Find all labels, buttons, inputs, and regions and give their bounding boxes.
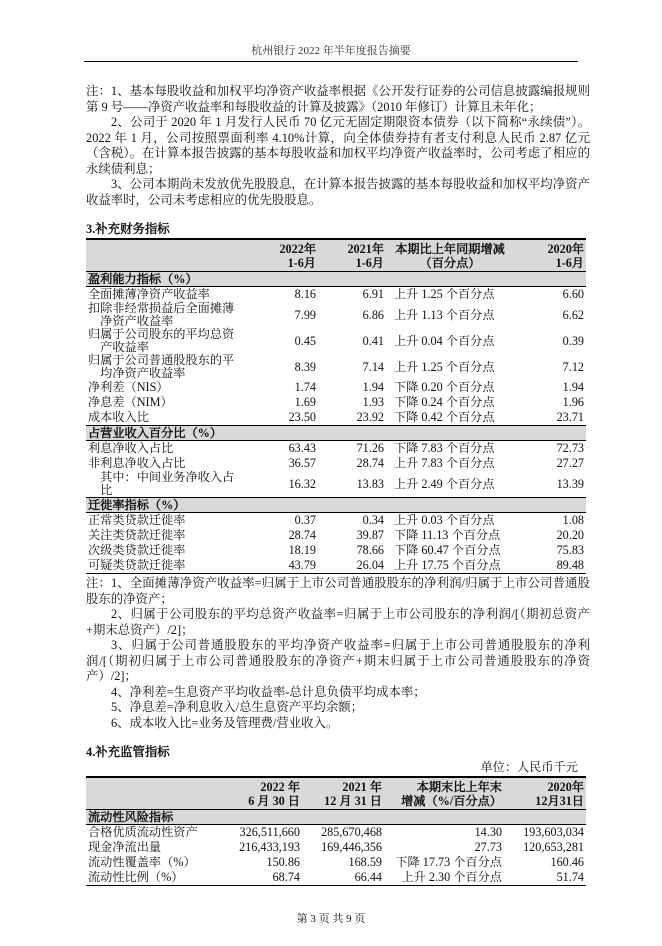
- column-header: [86, 777, 222, 810]
- cell-value: 6.91: [362, 287, 384, 301]
- cell-value: 150.86: [266, 855, 300, 869]
- cell-value: 1.96: [562, 395, 584, 409]
- formula-note-2: 2、归属于公司股东的平均总资产收益率=归属于上市公司股东的净利润/[（期初总资产+期末总资产）/2]；: [86, 607, 590, 637]
- table-row: [86, 513, 586, 529]
- cell-value: 下降 60.47 个百分点: [394, 543, 501, 557]
- header-row: [86, 239, 586, 272]
- cell-value: 上升 2.30 个百分点: [384, 870, 504, 886]
- row-label: 合格优质流动性资产: [88, 825, 198, 839]
- formula-note-1: 注：1、全面摊薄净资产收益率=归属于上市公司普通股股东的净利润/归属于上市公司普通股股东的净资产；: [86, 576, 590, 606]
- cell-value: 23.50: [288, 410, 316, 424]
- cell-value: 20.20: [556, 528, 584, 542]
- row-label: 现金净流出量: [88, 840, 162, 854]
- table-body: [86, 272, 586, 574]
- cell-value: 上升 1.25 个百分点: [394, 359, 495, 374]
- cell-value: 上升 1.13 个百分点: [394, 307, 495, 322]
- page-number: 第 3 页 共 9 页: [296, 913, 366, 925]
- cell-value: 上升 0.03 个百分点: [394, 513, 495, 527]
- table-row: [86, 354, 586, 380]
- header-divider: [84, 61, 578, 62]
- table-row: [86, 528, 586, 543]
- cell-value: 89.48: [514, 558, 586, 574]
- cell-value: 下降 0.20 个百分点: [394, 380, 495, 394]
- cell-value: 168.59: [348, 855, 382, 869]
- cell-value: 160.46: [550, 855, 584, 869]
- formula-note-5: 5、净息差=净利息收入/总生息资产平均余额；: [111, 700, 364, 714]
- cell-value: 1.08: [562, 513, 584, 527]
- row-label: 利息净收入占比: [88, 441, 174, 455]
- cell-value: 216,433,193: [239, 840, 300, 854]
- table-row: [86, 840, 586, 855]
- cell-value: 72.73: [556, 441, 584, 455]
- formula-note-4: 4、净利差=生息资产平均收益率-总计息负债平均成本率；: [111, 684, 426, 699]
- cell-value: 51.74: [504, 870, 586, 886]
- cell-value: 66.44: [302, 870, 384, 886]
- cell-value: 6.60: [562, 287, 584, 301]
- note-2: 2、公司于 2020 年 1 月发行人民币 70 亿元无固定期限资本债券（以下简称“永续债”）。2022 年 1 月，公司按照票面利率 4.10%计算，向全体债券持有者支付利息人民币 2.87 亿元（含税）。在计算本报告披露的基本每股收益和加权平均净资产收益率时，公司考虑了相应的永续债利息；: [86, 115, 590, 176]
- table-header: [86, 777, 586, 810]
- cell-value: 13.39: [556, 476, 584, 491]
- note-3: 3、公司本期尚未发放优先股股息，在计算本报告披露的基本每股收益和加权平均净资产收益率时，公司未考虑相应的优先股股息。: [86, 177, 590, 207]
- cell-value: 下降 7.83 个百分点: [394, 441, 495, 455]
- row-label: 可疑类贷款迁徙率: [86, 558, 246, 574]
- column-header: 2020年 12月31日: [504, 777, 586, 810]
- cell-value: 7.12: [562, 359, 584, 374]
- cell-value: 326,511,660: [239, 825, 300, 839]
- cell-value: 43.79: [246, 558, 318, 574]
- cell-value: 27.73: [474, 840, 502, 854]
- table-row: [86, 456, 586, 471]
- group-header-row: [86, 426, 586, 441]
- group-header-row: [86, 498, 586, 513]
- column-header: 2021年 1-6月: [318, 239, 386, 272]
- table-row: [86, 395, 586, 410]
- row-label: 流动性覆盖率（%）: [88, 855, 196, 869]
- column-header: 2020年 1-6月: [514, 239, 586, 272]
- column-header: 2021 年 12 月 31 日: [302, 777, 384, 810]
- table-row: [86, 380, 586, 395]
- cell-value: 78.66: [356, 543, 384, 557]
- row-label: 净息差（NIM）: [88, 395, 173, 409]
- cell-value: 71.26: [356, 441, 384, 455]
- table-row: [86, 558, 586, 574]
- table-row: [86, 870, 586, 886]
- cell-value: 13.83: [356, 476, 384, 491]
- note-1: 注：1、基本每股收益和加权平均净资产收益率根据《公开发行证券的公司信息披露编报规则第 9 号——净资产收益率和每股收益的计算及披露》（2010 年修订）计算且未年化；: [86, 84, 590, 114]
- notes-top: [86, 84, 590, 208]
- row-label: 其中：中间业务净收入占 比: [88, 470, 235, 497]
- row-label: 流动性比例（%）: [86, 870, 222, 886]
- table-row: [86, 287, 586, 303]
- cell-value: 上升 2.49 个百分点: [394, 476, 495, 491]
- formula-note-6: 6、成本收入比=业务及管理费/营业收入。: [111, 715, 339, 730]
- cell-value: 68.74: [222, 870, 302, 886]
- cell-value: 6.86: [362, 307, 384, 322]
- cell-value: 36.57: [288, 456, 316, 470]
- cell-value: 6.62: [562, 307, 584, 322]
- table-row: [86, 471, 586, 498]
- row-label: 次级类贷款迁徙率: [88, 543, 186, 557]
- cell-value: 23.71: [556, 410, 584, 424]
- cell-value: 39.87: [356, 528, 384, 542]
- row-label: 关注类贷款迁徙率: [88, 528, 186, 542]
- table-row: [86, 410, 586, 426]
- column-header: [86, 239, 246, 272]
- group-title: 占营业收入百分比（%）: [86, 426, 586, 441]
- cell-value: 0.39: [562, 333, 584, 348]
- cell-value: 18.19: [288, 543, 316, 557]
- supplementary-financial-indicators-table: [86, 238, 586, 574]
- group-title: 迁徙率指标（%）: [86, 498, 586, 513]
- cell-value: 26.04: [318, 558, 386, 574]
- table-row: [86, 328, 586, 354]
- cell-value: 169,446,356: [321, 840, 382, 854]
- cell-value: 上升 7.83 个百分点: [394, 456, 495, 470]
- cell-value: 0.34: [362, 513, 384, 527]
- cell-value: 75.83: [556, 543, 584, 557]
- row-label: 扣除非经常损益后全面摊薄 净资产收益率: [88, 301, 235, 328]
- page-header-title: 杭州银行 2022 年半年度报告摘要: [251, 45, 411, 57]
- cell-value: 0.37: [294, 513, 316, 527]
- formula-note-3: 3、归属于公司普通股股东的平均净资产收益率=归属于上市公司普通股股东的净利润/[（期初归属于上市公司普通股股东的净资产+期末归属于上市公司普通股股东的净资产）/2]；: [86, 638, 590, 683]
- row-label: 净利差（NIS）: [88, 380, 169, 394]
- row-label: 全面摊薄净资产收益率: [88, 287, 210, 301]
- cell-value: 下降 0.42 个百分点: [394, 410, 495, 424]
- cell-value: 1.93: [362, 395, 384, 409]
- cell-value: 下降 11.13 个百分点: [394, 528, 501, 542]
- group-title: 流动性风险指标: [86, 810, 586, 825]
- row-label: 成本收入比: [88, 410, 149, 424]
- cell-value: 28.74: [288, 528, 316, 542]
- table-header: [86, 239, 586, 272]
- cell-value: 193,603,034: [523, 825, 584, 839]
- unit-label: 单位：人民币千元: [480, 760, 578, 774]
- row-label: 正常类贷款迁徙率: [88, 513, 186, 527]
- table-row: [86, 441, 586, 457]
- cell-value: 0.41: [362, 333, 384, 348]
- column-header: 2022 年 6 月 30 日: [222, 777, 302, 810]
- cell-value: 7.14: [362, 359, 384, 374]
- column-header: 本期末比上年末 增减（%/百分点）: [384, 777, 504, 810]
- cell-value: 8.16: [294, 287, 316, 301]
- cell-value: 28.74: [356, 456, 384, 470]
- cell-value: 63.43: [288, 441, 316, 455]
- column-header: 2022年 1-6月: [246, 239, 318, 272]
- section-4-title: 4.补充监管指标: [86, 745, 170, 759]
- table-row: [86, 543, 586, 558]
- cell-value: 上升 1.25 个百分点: [394, 287, 495, 301]
- section-3-title: 3.补充财务指标: [86, 222, 170, 236]
- cell-value: 120,653,281: [523, 840, 584, 854]
- table-row: [86, 302, 586, 328]
- supplementary-regulatory-indicators-table: [86, 776, 586, 886]
- group-title: 盈利能力指标（%）: [86, 272, 586, 287]
- cell-value: 285,670,468: [321, 825, 382, 839]
- cell-value: 上升 0.04 个百分点: [394, 333, 495, 348]
- cell-value: 下降 17.73 个百分点: [395, 855, 502, 869]
- cell-value: 1.69: [294, 395, 316, 409]
- notes-formulas: [86, 576, 590, 731]
- cell-value: 下降 0.24 个百分点: [394, 395, 495, 409]
- cell-value: 14.30: [474, 825, 502, 839]
- cell-value: 8.39: [294, 359, 316, 374]
- row-label: 归属于公司股东的平均总资 产收益率: [88, 327, 235, 354]
- cell-value: 23.92: [356, 410, 384, 424]
- group-header-row: [86, 272, 586, 287]
- header-row: [86, 777, 586, 810]
- column-header: 本期比上年同期增减 （百分点）: [386, 239, 514, 272]
- table-row: [86, 855, 586, 870]
- cell-value: 27.27: [556, 456, 584, 470]
- row-label: 归属于公司普通股股东的平 均净资产收益率: [88, 353, 235, 380]
- cell-value: 16.32: [288, 476, 316, 491]
- table-row: [86, 825, 586, 841]
- group-header-row: [86, 810, 586, 825]
- cell-value: 上升 17.75 个百分点: [386, 558, 514, 574]
- cell-value: 1.94: [562, 380, 584, 394]
- cell-value: 7.99: [294, 307, 316, 322]
- table-body: [86, 810, 586, 886]
- cell-value: 1.74: [294, 380, 316, 394]
- cell-value: 1.94: [362, 380, 384, 394]
- cell-value: 0.45: [294, 333, 316, 348]
- row-label: 非利息净收入占比: [88, 456, 186, 470]
